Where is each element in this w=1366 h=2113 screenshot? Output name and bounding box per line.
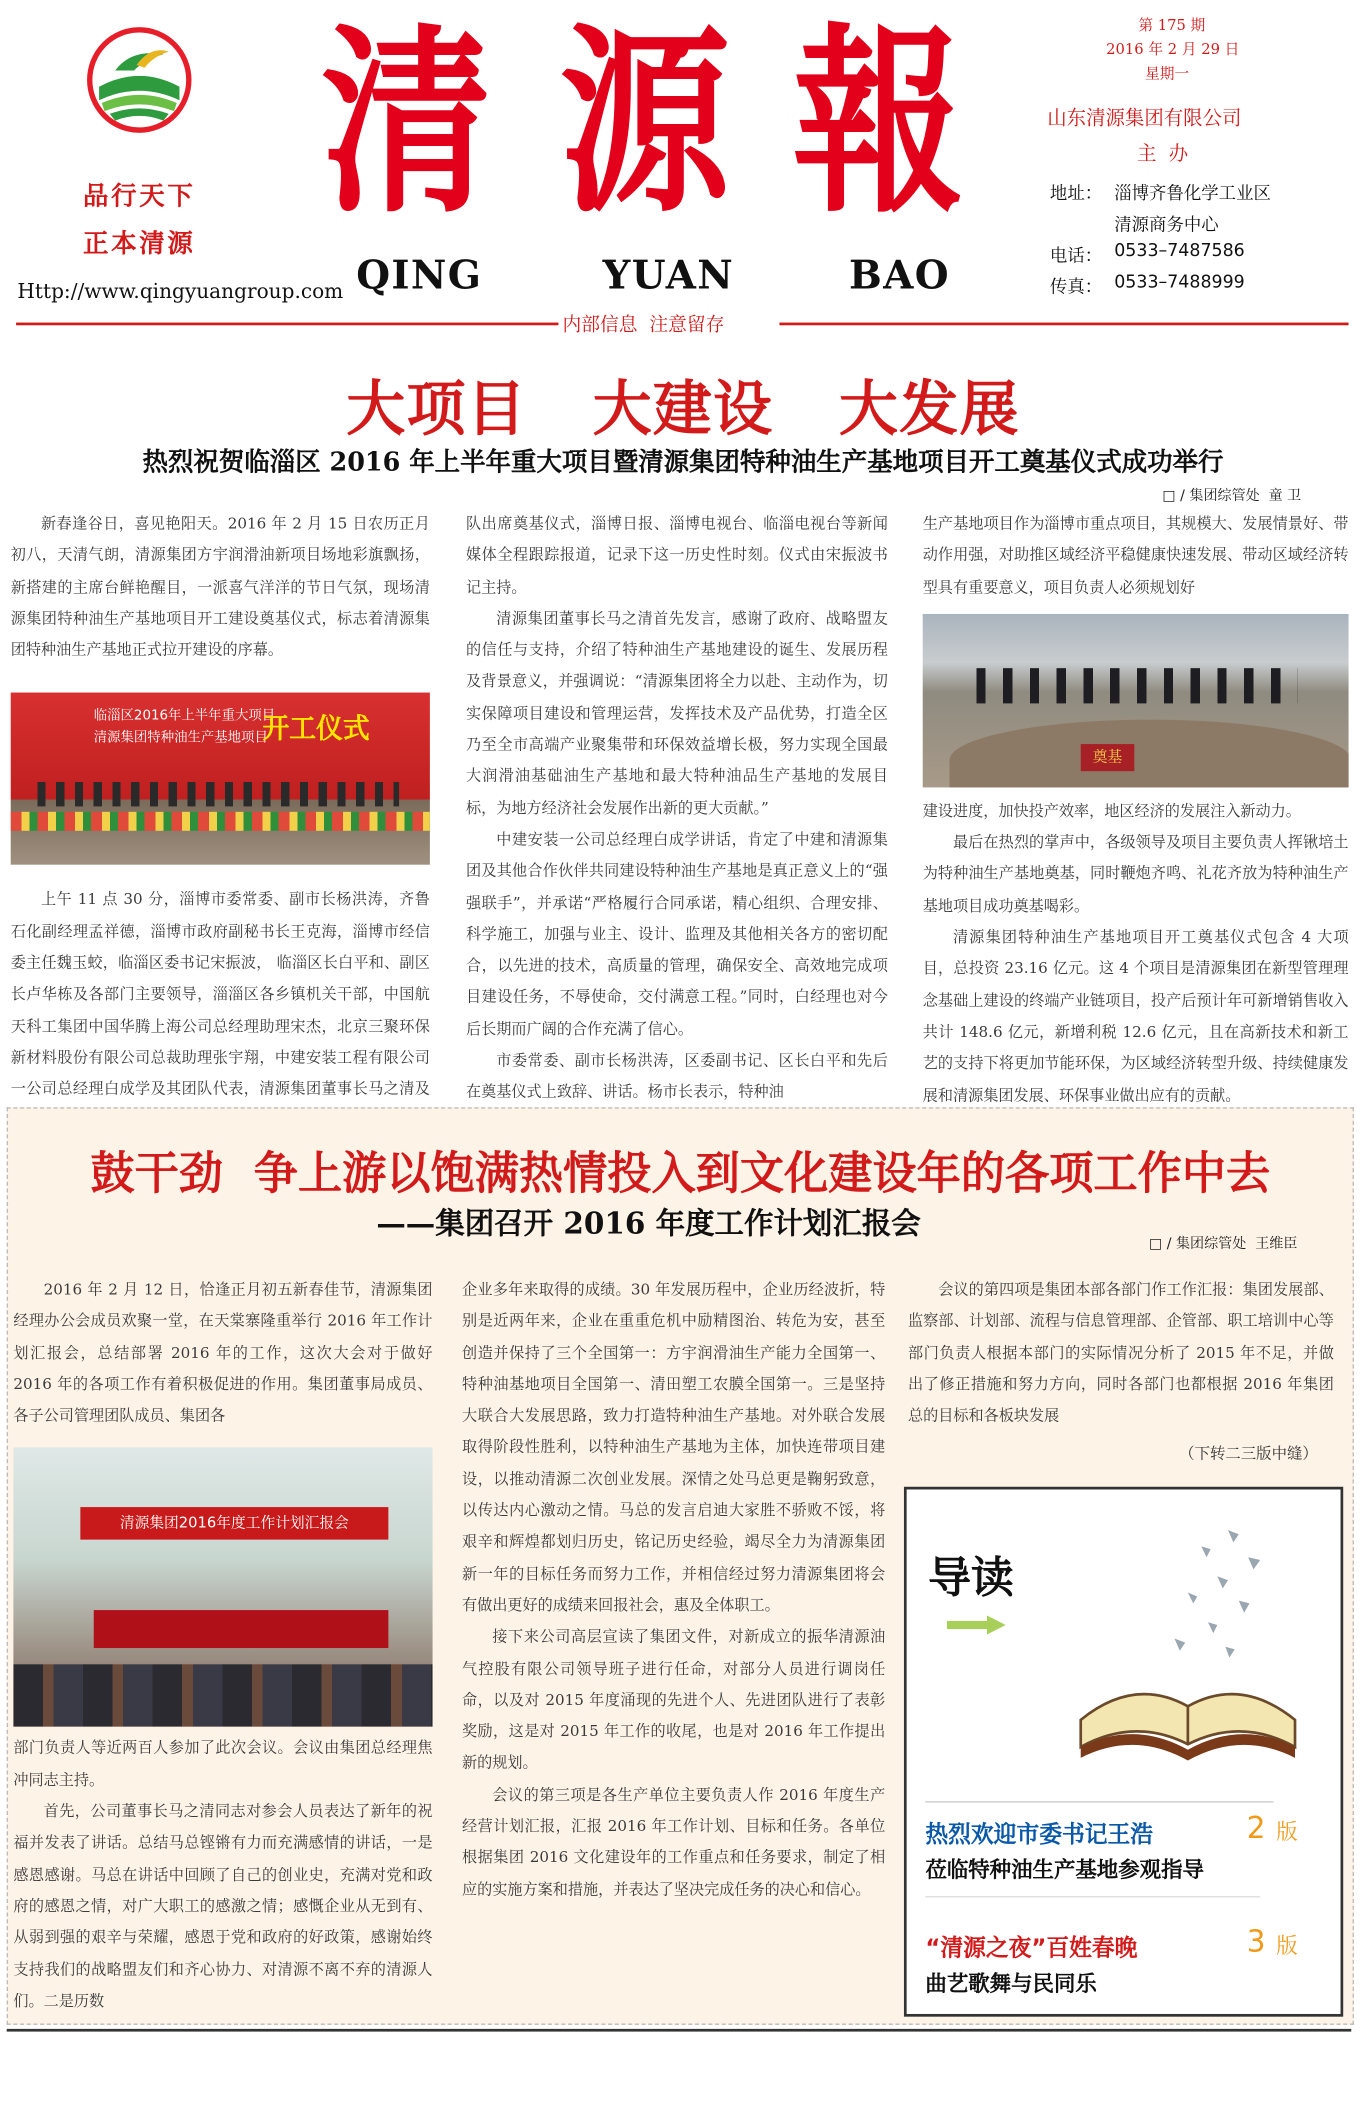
guide-box <box>904 1487 1343 2017</box>
article2-col1-p2: 部门负责人等近两百人参加了此次会议。会议由集团总经理焦冲同志主持。 <box>13 1739 433 1789</box>
article2-col3-p1: 会议的第四项是集团本部各部门作工作汇报：集团发展部、监察部、计划部、流程与信息管理部、企管部、职工培训中心等部门负责人根据本部门的实际情况分析了 2015 年不足，并做出了修正措施和努力方向，同时各部门也都根据 2016 年集团总的目标和各板块发展 <box>907 1280 1334 1425</box>
address-label: 地址： <box>1049 184 1103 205</box>
photo1-crowd <box>37 783 399 807</box>
address-line1: 淄博齐鲁化学工业区 <box>1114 184 1271 205</box>
phone-number: 0533–7487586 <box>1114 241 1245 262</box>
photo3-banner: 清源集团2016年度工作计划汇报会 <box>80 1508 388 1541</box>
article1-photo-groundbreaking <box>923 614 1349 787</box>
article2-col3 <box>908 1274 1334 1464</box>
article2-photo-meeting <box>13 1448 432 1727</box>
guide-item1-line2[interactable]: 莅临特种油生产基地参观指导 <box>925 1856 1204 1883</box>
title-pinyin-qing: QING <box>356 252 483 299</box>
article2-col2-p1: 企业多年来取得的成绩。30 年发展历程中，企业历经波折，特别是近两年来，企业在重重危机中励精图治、转危为安，甚至创造并保持了三个全国第一：方宇润滑油生产能力全国第一、特种油基地项目全国第一、清田塑工农膜全国第一。三是坚持大联合大发展思路，致力打造特种油生产基地。对外联合发展取得阶段性胜利，以特种油生产基地为主体，加快连带项目建设，以推动清源二次创业发展。深情之处马总更是鞠躬致意，以传达内心激动之情。马总的发言启迪大家胜不骄败不馁，将艰辛和辉煌都划归历史，铭记历史经验，竭尽全力为清源集团新一年的目标任务而努力工作，并相信经过努力清源集团将会有做出更好的成绩来回报社会，惠及全体职工。 <box>462 1280 886 1615</box>
guide-item2-page: 版 <box>1276 1932 1298 1959</box>
title-pinyin-yuan: YUAN <box>602 252 735 299</box>
title-char-bao: 報 <box>792 4 964 240</box>
publisher-name: 山东清源集团有限公司 <box>1047 108 1242 131</box>
article2-byline: □ / 集团综管处 王维臣 <box>1149 1236 1298 1253</box>
logo-emblem-icon <box>86 24 193 135</box>
issue-number: 第 175 期 <box>1138 16 1206 34</box>
article1-subhead: 热烈祝贺临淄区 2016 年上半年重大项目暨清源集团特种油生产基地项目开工奠基仪式成功举行 <box>142 447 1224 478</box>
article1-col3-p2: 建设进度，加快投产效率，地区经济的发展注入新动力。 <box>922 802 1301 820</box>
continued-note: （下转二三版中缝） <box>1179 1444 1318 1464</box>
website-link[interactable]: Http://www.qingyuangroup.com <box>17 279 344 304</box>
article2-subhead: ——集团召开 2016 年度工作计划汇报会 <box>376 1206 921 1242</box>
article1-col3-p3: 最后在热烈的掌声中，各级领导及项目主要负责人挥锹培土为特种油生产基地奠基，同时鞭炮齐鸣、礼花齐放为特种油生产基地项目成功奠基喝彩。 <box>922 833 1349 915</box>
guide-rule <box>925 1801 1273 1802</box>
article1-photo-ceremony <box>11 693 430 865</box>
photo1-banner-line2: 清源集团特种油生产基地项目 <box>93 731 268 747</box>
photo1-banner-big: 开工仪式 <box>262 712 370 745</box>
article-1 <box>0 339 1366 1105</box>
guide-item1-page: 版 <box>1276 1818 1298 1845</box>
guide-item2-line1[interactable]: “清源之夜”百姓春晚 <box>925 1935 1138 1963</box>
article1-col3 <box>923 508 1349 1111</box>
masthead-rule-right <box>779 323 1348 326</box>
company-logo <box>86 24 193 135</box>
masthead <box>0 0 1366 339</box>
guide-item2-num: 3 <box>1246 1925 1266 1960</box>
article1-col1-p2: 上午 11 点 30 分，淄博市委常委、副市长杨洪涛，齐鲁石化副经理孟祥德，淄博市政府副秘书长王克海，淄博市经信委主任魏玉蛟，临淄区委书记宋振波， 临淄区长白平和、副区长卢华栋及各部门主要领导，淄淄区各乡镇机关干部，中国航天科工集团中国华腾上海公司总经理助理宋杰，北京三聚环保新材料股份有限公司总裁助理张宇翔，中建安装工程有限公司一公司总经理白成学及其团队代表，清源集团董事长马之清及 <box>10 891 430 1099</box>
article2-headline: 鼓干劲 争上游以饱满热情投入到文化建设年的各项工作中去 <box>90 1146 1271 1200</box>
phone-label: 电话： <box>1049 246 1103 267</box>
guide-arrow-icon <box>947 1614 1006 1633</box>
fax-label: 传真： <box>1049 277 1103 299</box>
logo-slogan-line1: 品行天下 <box>83 181 196 212</box>
title-char-yuan: 源 <box>559 4 731 240</box>
article2-col2 <box>462 1274 885 1905</box>
guide-item2-line2[interactable]: 曲艺歌舞与民同乐 <box>925 1970 1097 1997</box>
logo-slogan-line2: 正本清源 <box>83 229 196 259</box>
internal-notice: 内部信息 注意留存 <box>562 314 725 337</box>
bottom-rule <box>7 2029 1352 2032</box>
guide-item1-num: 2 <box>1246 1812 1266 1846</box>
title-char-qing: 清 <box>321 4 492 240</box>
fax-number: 0533–7488999 <box>1114 272 1245 293</box>
article2-col1-p1: 2016 年 2 月 12 日，恰逢正月初五新春佳节，清源集团经理办公会成员欢聚一堂，在天棠寨隆重举行 2016 年工作计划汇报会，总结部署 2016 年的工作，这次大会对于做好 2016 年的各项工作有着积极促进的作用。集团董事局成员、各子公司管理团队成员、集团各 <box>13 1280 433 1425</box>
photo3-stage-table <box>94 1611 389 1649</box>
article2-col1-p3: 首先，公司董事长马之清同志对参会人员表达了新年的祝福并发表了讲话。总结马总铿锵有力而充满感情的讲话，一是感恩感谢。马总在讲话中回顾了自己的创业史，充满对党和政府的感恩之情，对广大职工的感激之情；感慨企业从无到有、从弱到强的艰辛与荣耀，感恩于党和政府的好政策，感谢始终支持我们的战略盟友们和齐心协力、对清源不离不弃的清源人们。二是历数 <box>13 1802 433 2010</box>
sponsor-label: 主 办 <box>1136 143 1189 166</box>
guide-item-2[interactable] <box>925 1925 1327 2002</box>
guide-item-1[interactable] <box>925 1812 1327 1888</box>
article2-col2-p2: 接下来公司高层宣读了集团文件，对新成立的振华清源油气控股有限公司领导班子进行任命，对部分人员进行调岗任命，以及对 2015 年度涌现的先进个人、先进团队进行了表彰奖励，这是对 2015 年工作的收尾，也是对 2016 年工作提出新的规划。 <box>462 1628 886 1772</box>
issue-date: 2016 年 2 月 29 日 <box>1106 40 1240 59</box>
photo2-people <box>976 668 1297 703</box>
article1-col2-p3: 中建安装一公司总经理白成学讲话，肯定了中建和清源集团及其他合作伙伴共同建设特种油生产基地是真正意义上的“强强联手”，并承诺“严格履行合同承诺，精心组织、合理安排、科学施工，加强与业主、设计、监理及其他相关各方的密切配合，以先进的技术，高质量的管理，确保安全、高效地完成项目建设任务，不辱使命，交付满意工程。”同时，白经理也对今后长期而广阔的合作充满了信心。 <box>466 830 888 1038</box>
article2-col2-p3: 会议的第三项是各生产单位主要负责人作 2016 年度生产经营计划汇报，汇报 2016 年工作计划、目标和任务。各单位根据集团 2016 文化建设年的工作重点和任务要求，制定了相应的实施方案和措施，并表达了坚决完成任务的决心和信心。 <box>462 1785 886 1899</box>
article1-col3-p4: 清源集团特种油生产基地项目开工奠基仪式包含 4 大项目，总投资 23.16 亿元。这 4 个项目是清源集团在新型管理理念基础上建设的终端产业链项目，投产后预计年可新增销售收入共计 148.6 亿元，新增利税 12.6 亿元，且在高新技术和新工艺的支持下将更加节能环保，为区域经济转型升级、持续健康发展和清源集团发展、环保事业做出应有的贡献。 <box>922 928 1349 1104</box>
photo1-banner-line1: 临淄区2016年上半年重大项目 <box>93 709 276 725</box>
masthead-rule-left <box>16 323 558 326</box>
article1-col2-p4: 市委常委、副市长杨洪涛，区委副书记、区长白平和先后在奠基仪式上致辞、讲话。杨市长表示，特种油 <box>466 1051 888 1101</box>
article1-col2-p1: 队出席奠基仪式，淄博日报、淄博电视台、临淄电视台等新闻媒体全程跟踪报道，记录下这一历史性时刻。仪式由宋振波书记主持。 <box>466 515 888 596</box>
article1-headline: 大项目 大建设 大发展 <box>346 375 1020 445</box>
guide-item1-rule <box>925 1896 1260 1897</box>
address-line2: 清源商务中心 <box>1114 215 1219 236</box>
article1-col2 <box>466 508 888 1108</box>
article1-col1-p1: 新春逢谷日，喜见艳阳天。2016 年 2 月 15 日农历正月初八，天清气朗，清源集团方宇润滑油新项目场地彩旗飘扬，新搭建的主席台鲜艳醒目，一派喜气洋洋的节日气氛，现场清源集团特种油生产基地项目开工建设奠基仪式，标志着清源集团特种油生产基地正式拉开建设的序幕。 <box>10 515 430 659</box>
article1-col2-p2: 清源集团董事长马之清首先发言，感谢了政府、战略盟友的信任与支持，介绍了特种油生产基地建设的诞生、发展历程及背景意义，并强调说：“清源集团将全力以赴、主动作为，切实保障项目建设和管理运营，发挥技术及产品优势，打造全区乃至全市高端产业聚集带和环保效益增长极，努力实现全国最大润滑油基础油生产基地和最大特种油品生产基地的发展目标，为地方经济社会发展作出新的更大贡献。” <box>466 609 888 817</box>
issue-weekday: 星期一 <box>1145 65 1190 83</box>
open-book-icon <box>1067 1517 1308 1775</box>
article1-col1 <box>11 508 430 1137</box>
photo1-flowers <box>11 812 430 831</box>
photo2-stone: 奠基 <box>1081 744 1135 771</box>
article1-byline: □ / 集团综管处 童 卫 <box>1162 487 1302 505</box>
photo2-soil <box>949 720 1348 788</box>
article2-col1 <box>13 1274 432 2017</box>
article1-col3-p1: 生产基地项目作为淄博市重点项目，其规模大、发展情景好、带动作用强，对助推区域经济平稳健康快速发展、带动区域经济转型具有重要意义，项目负责人必须规划好 <box>922 515 1349 596</box>
title-pinyin-bao: BAO <box>849 252 950 299</box>
guide-item1-line1[interactable]: 热烈欢迎市委书记王浩 <box>925 1821 1154 1849</box>
photo3-front-row <box>13 1665 432 1727</box>
guide-title: 导读 <box>928 1551 1014 1604</box>
